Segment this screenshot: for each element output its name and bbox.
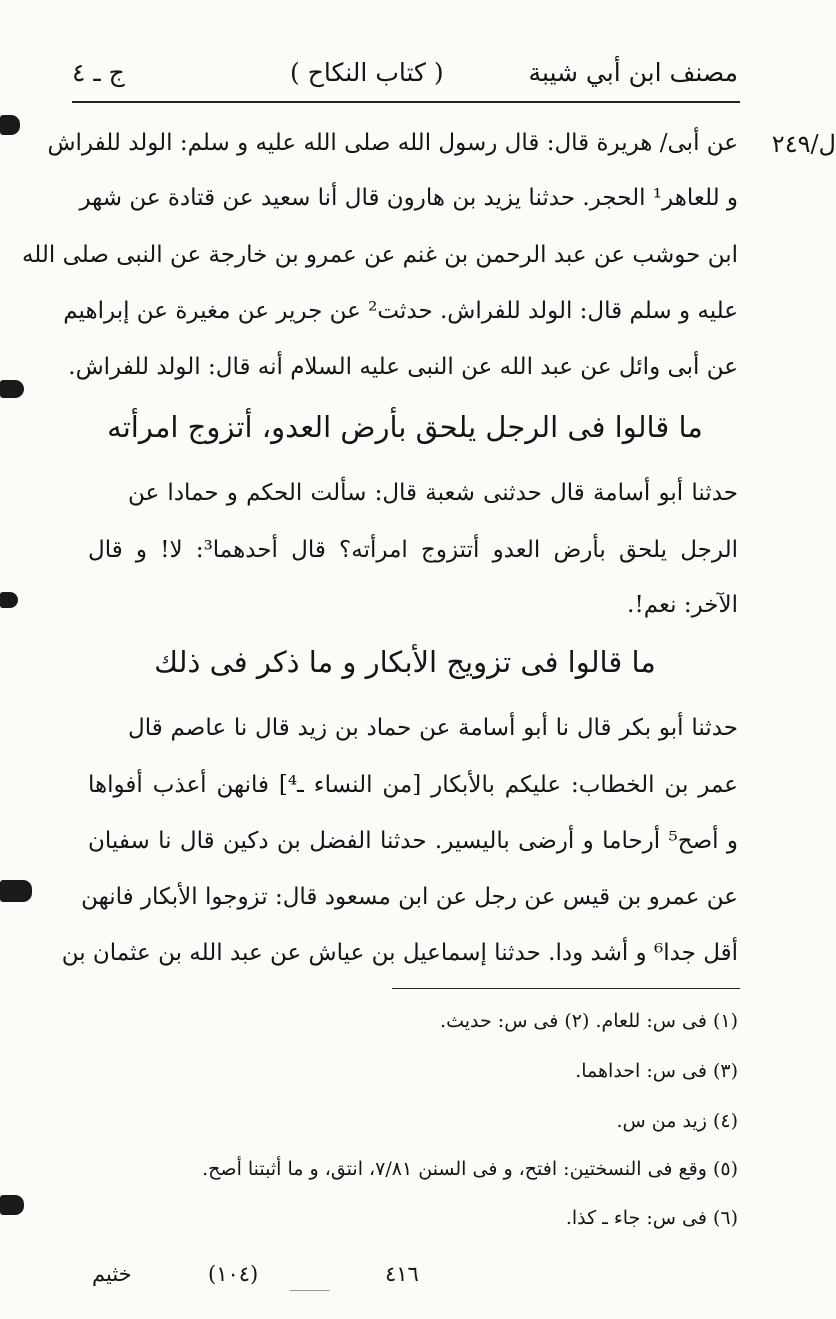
body-line: و أصح⁵ أرحاما و أرضى باليسير. حدثنا الفضل بن دكين قال نا سفيان xyxy=(88,828,738,854)
body-line: عليه و سلم قال: الولد للفراش. حدثت² عن جرير عن مغيرة عن إبراهيم xyxy=(63,298,738,324)
body-line: الرجل يلحق بأرض العدو أتتزوج امرأته؟ قال أحدهما³: لا! و قال xyxy=(88,537,738,563)
body-line: حدثنا أبو أسامة قال حدثنى شعبة قال: سألت الحكم و حمادا عن xyxy=(128,480,738,506)
book-title: مصنف ابن أبي شيبة xyxy=(528,58,738,87)
binding-mark xyxy=(0,1195,24,1215)
body-line: ابن حوشب عن عبد الرحمن بن غنم عن عمرو بن خارجة عن النبى صلى الله xyxy=(21,242,738,268)
body-line: عن أبى وائل عن عبد الله عن النبى عليه السلام أنه قال: الولد للفراش. xyxy=(68,354,738,380)
section-heading: ما قالوا فى الرجل يلحق بأرض العدو، أتزوج امرأته xyxy=(107,410,703,444)
footnote: (٦) فى س: جاء ـ كذا. xyxy=(565,1207,738,1229)
footnote: (٥) وقع فى النسختين: افتح، و فى السنن ٧/٨١، انتق، و ما أثبتنا أصح. xyxy=(202,1158,738,1180)
body-line: و للعاهر¹ الحجر. حدثنا يزيد بن هارون قال أنا سعيد عن قتادة عن شهر xyxy=(79,185,738,211)
footnote: (١) فى س: للعام. (٢) فى س: حديث. xyxy=(440,1010,738,1032)
page-number: ٤١٦ xyxy=(385,1262,419,1286)
footnote-rule xyxy=(392,988,740,989)
header-rule xyxy=(72,101,740,103)
body-line: الآخر: نعم!. xyxy=(627,592,738,618)
volume-label: ج ـ ٤ xyxy=(72,58,125,87)
body-line: عن عمرو بن قيس عن رجل عن ابن مسعود قال: تزوجوا الأبكار فانهن xyxy=(81,884,738,910)
body-line: عمر بن الخطاب: عليكم بالأبكار [من النساء ـ⁴] فانهن أعذب أفواها xyxy=(88,772,738,798)
chapter-title: ( كتاب النكاح ) xyxy=(290,58,444,87)
signature-mark: خثيم xyxy=(92,1262,132,1286)
section-heading: ما قالوا فى تزويج الأبكار و ما ذكر فى ذلك xyxy=(154,645,656,679)
binding-mark xyxy=(0,380,24,398)
body-line: أقل جدا⁶ و أشد ودا. حدثنا إسماعيل بن عياش عن عبد الله بن عثمان بن xyxy=(61,940,738,966)
margin-reference: ل/٢٤٩ xyxy=(771,130,836,158)
footnote: (٣) فى س: احداهما. xyxy=(575,1060,738,1082)
print-number: (١٠٤) xyxy=(208,1262,259,1286)
binding-mark xyxy=(0,592,18,608)
binding-mark xyxy=(0,115,20,135)
footer-dash xyxy=(290,1290,330,1291)
body-line: عن أبى/ هريرة قال: قال رسول الله صلى الله عليه و سلم: الولد للفراش xyxy=(47,130,738,156)
binding-mark xyxy=(0,880,32,902)
footnote: (٤) زيد من س. xyxy=(616,1110,738,1132)
body-line: حدثنا أبو بكر قال نا أبو أسامة عن حماد بن زيد قال نا عاصم قال xyxy=(128,715,738,741)
